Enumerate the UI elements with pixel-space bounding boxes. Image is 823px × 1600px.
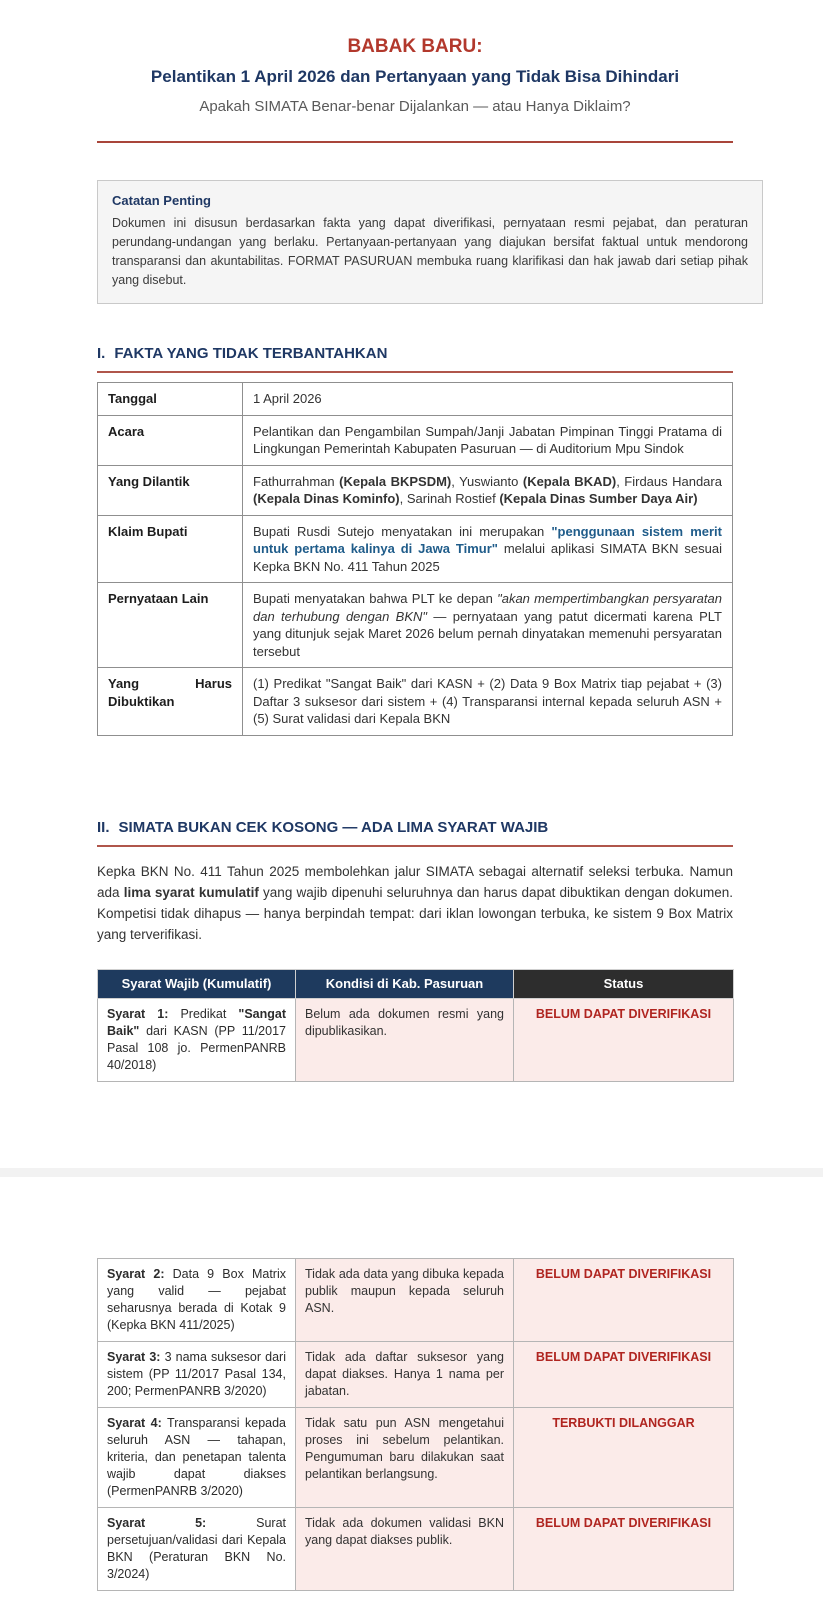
fact-value [243,668,733,736]
fact-label: Yang Dilantik [98,465,243,515]
page-break-separator [0,1168,823,1177]
facts-table [97,382,733,736]
fact-label: Pernyataan Lain [98,583,243,668]
section-1-numeral: I. [97,345,106,362]
text-segment: (Kepala BKAD) [522,473,617,489]
text-segment: "penggunaan sistem merit untuk pertama kalinya di Jawa Timur" [253,523,722,556]
text-segment: yang wajib dipenuhi seluruhnya dan harus dapat dibuktikan dengan dokumen. Kompetisi tidak dihapus — hanya berpindah tempat: dari iklan lowongan terbuka, ke sistem 9 Box Matrix yang terverifikasi. [97,884,733,942]
text-segment: Fathurrahman [253,473,340,489]
fact-row [98,583,733,668]
requirements-body-page-1 [98,998,734,1081]
requirement-cell [98,1507,296,1590]
text-segment: Bupati menyatakan bahwa PLT ke depan [253,591,498,606]
text-segment: Bupati Rusdi Sutejo menyatakan ini merupakan [253,523,552,539]
section-2-numeral: II. [97,818,110,836]
requirement-cell [98,998,296,1081]
text-segment: dari KASN (PP 11/2017 Pasal 108 jo. PermenPANRB 40/2018) [107,1023,286,1072]
text-segment: Surat persetujuan/validasi dari Kepala BKN (Peraturan BKN No. 3/2024) [107,1515,286,1581]
status-badge: TERBUKTI DILANGGAR [514,1407,734,1507]
text-segment: (Kepala Dinas Sumber Daya Air) [499,491,698,506]
requirement-cell [98,1258,296,1341]
text-segment: Syarat 5: [107,1515,207,1530]
fact-value [243,465,733,515]
document-header [97,0,733,143]
fact-row [98,383,733,416]
text-segment: , Firdaus Handara [616,473,722,489]
requirement-row [98,1507,734,1590]
document-tagline: Apakah SIMATA Benar-benar Dijalankan — atau Hanya Diklaim? [199,98,631,115]
text-segment: (Kepala BKPSDM) [339,473,452,489]
requirements-table-page-2 [97,1258,734,1591]
fact-row [98,465,733,515]
text-segment: (Kepala Dinas Kominfo) [253,491,400,506]
requirement-row [98,1341,734,1407]
requirements-header-row [98,969,734,998]
section-2-heading [97,818,733,847]
fact-label: Acara [98,415,243,465]
fact-value [243,583,733,668]
text-segment: Syarat 4: [107,1415,162,1430]
facts-table-body [98,383,733,736]
text-segment: — pernyataan yang patut dicermati karena PLT yang ditunjuk sejak Maret 2026 belum pernah dinyatakan memenuhi persyaratan tersebut [253,608,722,659]
text-segment: Syarat 2: [107,1266,165,1281]
text-segment: , Yuswianto [451,473,523,489]
text-segment: lima syarat kumulatif [123,884,259,900]
text-segment: Syarat 3: [107,1349,161,1364]
document-title: BABAK BARU: [347,36,483,57]
fact-row [98,668,733,736]
text-segment: Pelantikan dan Pengambilan Sumpah/Janji Jabatan Pimpinan Tinggi Pratama di Lingkungan Pemerintah Kabupaten Pasuruan — di Auditorium Mpu Sindok [253,423,722,456]
status-badge: BELUM DAPAT DIVERIFIKASI [514,1258,734,1341]
section-1-title: FAKTA YANG TIDAK TERBANTAHKAN [114,345,388,362]
text-segment: Data 9 Box Matrix yang valid — pejabat seharusnya berada di Kotak 9 (Kepka BKN 411/2025) [107,1266,286,1332]
text-segment: melalui aplikasi SIMATA BKN sesuai Kepka BKN No. 411 Tahun 2025 [253,541,722,574]
requirement-row [98,998,734,1081]
status-badge: BELUM DAPAT DIVERIFIKASI [514,1507,734,1590]
condition-cell: Tidak ada daftar suksesor yang dapat diakses. Hanya 1 nama per jabatan. [296,1341,514,1407]
fact-label: Yang Harus Dibuktikan [98,668,243,736]
fact-value [243,515,733,583]
text-segment: Kepka BKN No. 411 Tahun 2025 membolehkan jalur SIMATA sebagai alternatif seleksi terbuka. Namun ada [97,863,733,900]
header-divider [97,141,733,143]
text-segment: "akan mempertimbangkan persyaratan dan terhubung dengan BKN" [253,591,722,624]
text-segment: "Sangat Baik" [107,1006,286,1038]
note-title: Catatan Penting [112,193,211,208]
condition-cell: Tidak ada data yang dibuka kepada publik maupun kepada seluruh ASN. [296,1258,514,1341]
fact-label: Klaim Bupati [98,515,243,583]
document-subtitle: Pelantikan 1 April 2026 dan Pertanyaan yang Tidak Bisa Dihindari [150,67,680,86]
requirements-table-page-1 [97,969,734,1082]
fact-label: Tanggal [98,383,243,416]
requirement-cell [98,1407,296,1507]
text-segment: 1 April 2026 [253,391,322,406]
section-2-intro [97,861,733,945]
status-badge: BELUM DAPAT DIVERIFIKASI [514,1341,734,1407]
fact-row [98,515,733,583]
requirement-cell [98,1341,296,1407]
status-badge: BELUM DAPAT DIVERIFIKASI [514,998,734,1081]
important-note-box [97,180,763,304]
column-header-status: Status [514,969,734,998]
text-segment: , Sarinah Rostief [399,491,500,506]
note-body: Dokumen ini disusun berdasarkan fakta yang dapat diverifikasi, pernyataan resmi pejabat, dan peraturan perundang-undangan yang berlaku. Pertanyaan-pertanyaan yang diajukan bersifat faktual untuk mendorong transparansi dan akuntabilitas. FORMAT PASURUAN membuka ruang klarifikasi dan hak jawab dari setiap pihak yang disebut. [112,216,748,287]
condition-cell: Belum ada dokumen resmi yang dipublikasikan. [296,998,514,1081]
condition-cell: Tidak satu pun ASN mengetahui proses ini sebelum pelantikan. Pengumuman baru dilakukan saat pelantikan berlangsung. [296,1407,514,1507]
condition-cell: Tidak ada dokumen validasi BKN yang dapat diakses publik. [296,1507,514,1590]
column-header-requirement: Syarat Wajib (Kumulatif) [98,969,296,998]
column-header-condition: Kondisi di Kab. Pasuruan [296,969,514,998]
section-2-title: SIMATA BUKAN CEK KOSONG — ADA LIMA SYARAT WAJIB [118,818,549,836]
text-segment: Transparansi kepada seluruh ASN — tahapan, kriteria, dan penetapan talenta wajib dapat diakses (PermenPANRB 3/2020) [107,1415,287,1498]
text-segment: (1) Predikat "Sangat Baik" dari KASN + (2) Data 9 Box Matrix tiap pejabat + (3) Daftar 3 suksesor dari sistem + (4) Transparansi internal kepada seluruh ASN + (5) Surat validasi dari Kepala BKN [253,676,722,726]
requirements-body-page-2 [98,1258,734,1590]
section-1-heading [97,344,733,373]
requirement-row [98,1258,734,1341]
fact-value [243,383,733,416]
fact-value [243,415,733,465]
text-segment: Predikat [168,1006,239,1021]
text-segment: Syarat 1: [107,1006,169,1021]
requirement-row [98,1407,734,1507]
fact-row [98,415,733,465]
text-segment: 3 nama suksesor dari sistem (PP 11/2017 Pasal 134, 200; PermenPANRB 3/2020) [107,1349,286,1398]
